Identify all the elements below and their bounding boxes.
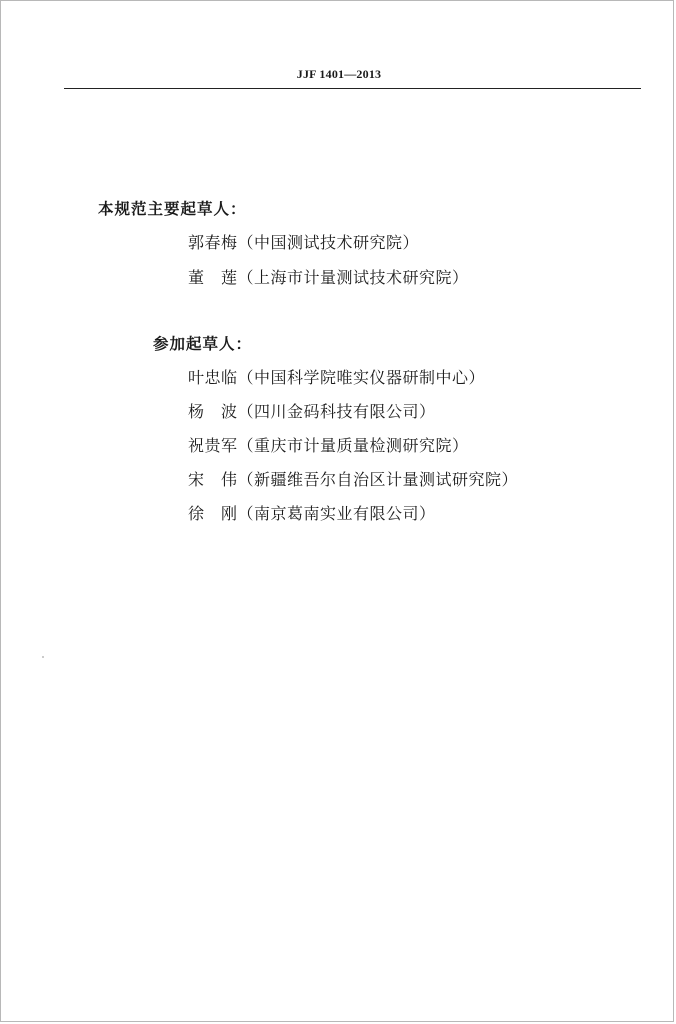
drafter-organization: （中国科学院唯实仪器研制中心） [237, 368, 486, 387]
drafter-entry [188, 501, 436, 524]
main-drafters-heading: 本规范主要起草人： [98, 200, 247, 218]
drafter-name: 郭春梅 [188, 233, 238, 252]
header-rule [64, 88, 641, 89]
standard-code: JJF 1401—2013 [296, 67, 382, 81]
participating-drafters-heading: 参加起草人： [153, 335, 253, 353]
scan-speck [42, 656, 44, 658]
drafter-organization: （重庆市计量质量检测研究院） [237, 436, 469, 455]
drafter-organization: （四川金码科技有限公司） [237, 402, 436, 421]
drafter-organization: （新疆维吾尔自治区计量测试研究院） [237, 470, 519, 489]
drafter-entry [188, 265, 469, 288]
drafter-name: 叶忠临 [188, 368, 238, 387]
drafter-entry [188, 467, 518, 490]
drafter-organization: （南京葛南实业有限公司） [237, 504, 436, 523]
drafter-entry [188, 230, 419, 253]
drafter-organization: （中国测试技术研究院） [237, 233, 420, 252]
drafter-entry [188, 365, 485, 388]
drafter-entry [188, 433, 469, 456]
drafter-name: 董 莲 [188, 268, 238, 287]
drafter-name: 杨 波 [188, 402, 238, 421]
drafter-organization: （上海市计量测试技术研究院） [237, 268, 469, 287]
drafter-name: 祝贵军 [188, 436, 238, 455]
drafter-entry [188, 399, 436, 422]
drafter-name: 宋 伟 [188, 470, 238, 489]
drafter-name: 徐 刚 [188, 504, 238, 523]
